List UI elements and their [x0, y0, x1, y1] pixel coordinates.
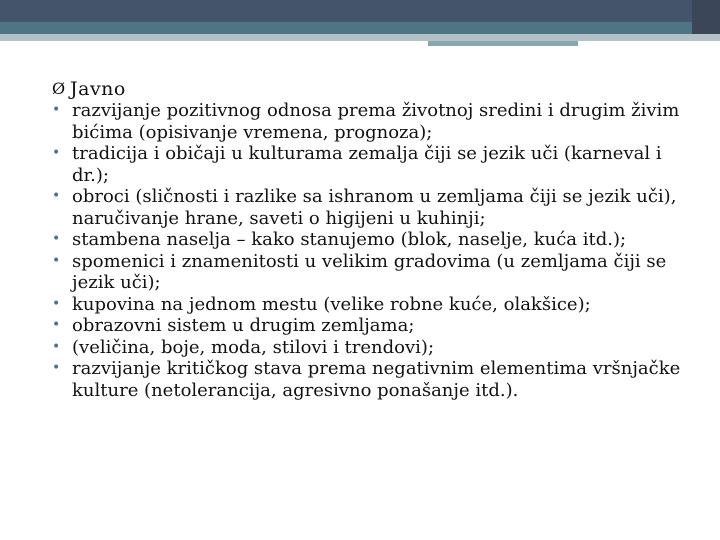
list-item: [52, 337, 692, 359]
section-heading: [52, 78, 692, 100]
list-item: [52, 315, 692, 337]
header-bar: [0, 0, 720, 22]
list-item-text: obrazovni sistem u drugim zemljama;: [72, 315, 415, 336]
bullet-icon: •: [52, 188, 61, 204]
slide-content: [52, 78, 692, 401]
bullet-icon: •: [52, 360, 61, 376]
header-corner-block: [692, 0, 720, 34]
list-item-text: razvijanje kritičkog stava prema negativnim elementima vršnjačke kulture (netolerancija, agresivno ponašanje itd.).: [72, 358, 681, 401]
bullet-icon: •: [52, 145, 61, 161]
list-item: [52, 294, 692, 316]
list-item: [52, 186, 692, 229]
bullet-icon: •: [52, 295, 61, 312]
header-band: [0, 22, 720, 34]
heading-title: Javno: [70, 78, 126, 100]
bullet-icon: •: [52, 102, 61, 118]
list-item-text: (veličina, boje, moda, stilovi i trendovi);: [72, 336, 435, 358]
list-item: [52, 100, 692, 143]
list-item-text: kupovina na jednom mestu (velike robne kuće, olakšice);: [72, 293, 591, 315]
list-item-text: spomenici i znamenitosti u velikim gradovima (u zemljama čiji se jezik uči);: [72, 250, 667, 293]
list-item: [52, 229, 692, 251]
bullet-icon: •: [52, 231, 61, 247]
list-item-text: stambena naselja – kako stanujemo (blok, naselje, kuća itd.);: [72, 229, 627, 250]
list-item: [52, 143, 692, 186]
bullet-icon: •: [52, 252, 61, 269]
list-item: [52, 251, 692, 294]
bullet-icon: •: [52, 317, 61, 333]
list-item: [52, 358, 692, 401]
header-strip: [0, 34, 720, 41]
arrow-bullet-icon: Ø: [52, 79, 66, 98]
bullet-icon: •: [52, 338, 61, 355]
header-accent: [428, 41, 578, 46]
bullet-list: [52, 100, 692, 401]
list-item-text: razvijanje pozitivnog odnosa prema životnoj sredini i drugim živim bićima (opisivanje vremena, prognoza);: [72, 100, 680, 143]
list-item-text: obroci (sličnosti i razlike sa ishranom u zemljama čiji se jezik uči), naručivanje hrane, saveti o higijeni u kuhinji;: [72, 186, 677, 229]
list-item-text: tradicija i običaji u kulturama zemalja čiji se jezik uči (karneval i dr.);: [72, 143, 662, 186]
